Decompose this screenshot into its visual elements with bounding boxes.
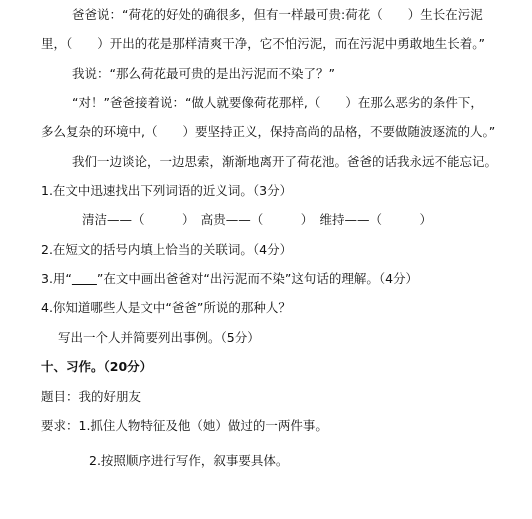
question-3-text: ”在文中画出爸爸对“出污泥而不染”这句话的理解。（4分） <box>96 271 419 286</box>
passage-p4: 我们一边谈论，一边思索，渐渐地离开了荷花池。爸爸的话我永远不能忘记。 <box>72 154 498 169</box>
passage-p2: 我说：“那么荷花最可贵的是出污泥而不染了？” <box>72 66 335 81</box>
passage-p1-line2: 里，（ ）开出的花是那样清爽干净，它不怕污泥，而在污泥中勇敢地生长着。” <box>41 36 485 51</box>
composition-requirement-2: 2.按照顺序进行写作，叙事要具体。 <box>89 453 289 468</box>
question-3 <box>41 271 418 287</box>
passage-p3-line2: 多么复杂的环境中,（ ）要坚持正义，保持高尚的品格，不要做随波逐流的人。” <box>41 124 496 139</box>
composition-heading: 十、习作。（20分） <box>41 359 153 374</box>
passage-p1-line1: 爸爸说：“荷花的好处的确很多，但有一样最可贵:荷花（ ）生长在污泥 <box>72 7 483 22</box>
question-3-underline-blank <box>72 271 97 286</box>
passage-p3-line1: “对！”爸爸接着说：“做人就要像荷花那样,（ ）在那么恶劣的条件下， <box>72 95 483 110</box>
question-2: 2.在短文的括号内填上恰当的关联词。（4分） <box>41 242 293 257</box>
question-4: 4.你知道哪些人是文中“爸爸”所说的那种人？ <box>41 300 291 315</box>
composition-title: 题目：我的好朋友 <box>41 389 142 404</box>
question-4-sub: 写出一个人并简要列出事例。（5分） <box>58 330 260 345</box>
question-1: 1.在文中迅速找出下列词语的近义词。（3分） <box>41 183 293 198</box>
composition-requirement-1: 要求：1.抓住人物特征及他（她）做过的一两件事。 <box>41 418 328 433</box>
question-3-prefix: 3.用“ <box>41 271 72 286</box>
question-1-items: 清洁——（ ） 高贵——（ ） 维持——（ ） <box>82 212 433 227</box>
